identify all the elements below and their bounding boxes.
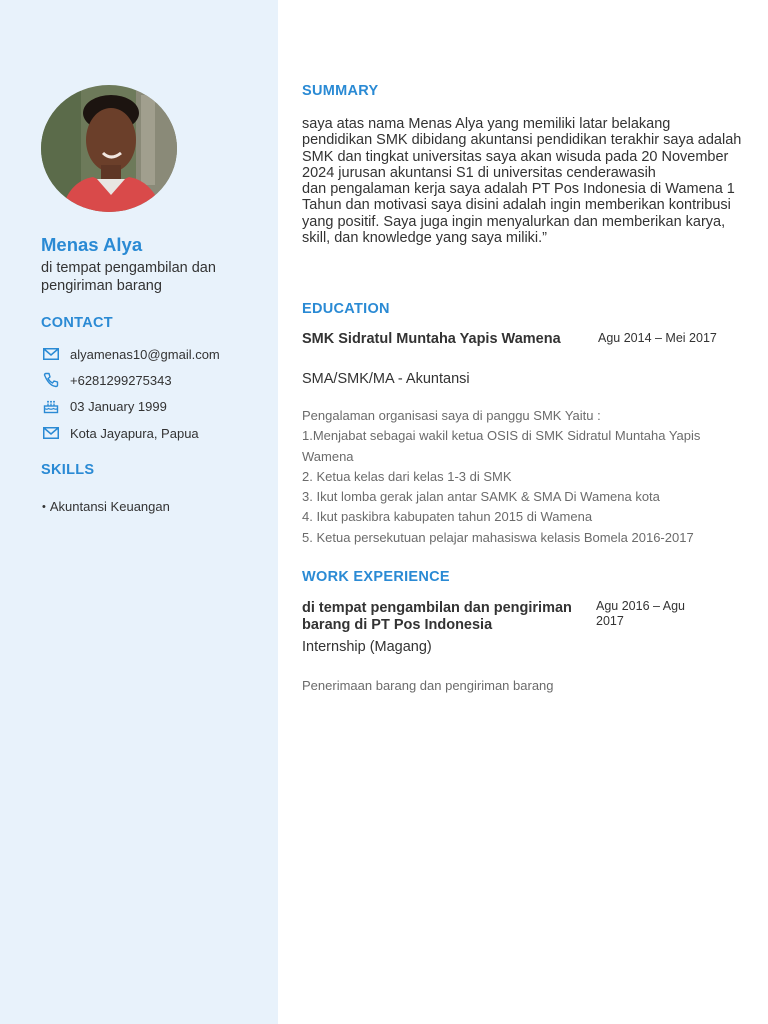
bullet-icon: • <box>42 501 46 513</box>
education-detail-line: 4. Ikut paskibra kabupaten tahun 2015 di Wamena <box>302 509 593 525</box>
contact-phone-text: +6281299275343 <box>70 372 172 388</box>
summary-paragraph: saya atas nama Menas Alya yang memiliki latar belakang pendidikan SMK dibidang akuntansi pendidikan terakhir saya adalah SMK dan tingkat universitas saya akan wisuda pada 20 November 2024 jurusan akuntansi S1 di universitas cenderawasih <box>302 116 742 181</box>
education-degree: SMA/SMK/MA - Akuntansi <box>302 371 470 387</box>
profile-photo <box>41 85 177 212</box>
contact-phone[interactable] <box>41 372 172 388</box>
skill-item <box>42 499 170 514</box>
main-content <box>278 0 768 1024</box>
phone-icon <box>41 372 61 388</box>
work-heading: WORK EXPERIENCE <box>302 569 450 585</box>
work-description: Penerimaan barang dan pengiriman barang <box>302 678 554 693</box>
contact-location-text: Kota Jayapura, Papua <box>70 425 199 441</box>
education-detail-line: 3. Ikut lomba gerak jalan antar SAMK & SMA Di Wamena kota <box>302 489 660 505</box>
skills-heading: SKILLS <box>41 462 95 478</box>
contact-email-text: alyamenas10@gmail.com <box>70 346 220 362</box>
summary-paragraph: dan pengalaman kerja saya adalah PT Pos Indonesia di Wamena 1 Tahun dan motivasi saya disini adalah ingin memberikan kontribusi yang positif. Saya juga ingin menyalurkan dan memberikan karya, skill, dan knowledge yang saya miliki.” <box>302 181 735 247</box>
work-title: di tempat pengambilan dan pengiriman barang di PT Pos Indonesia <box>302 600 572 633</box>
contact-location <box>41 425 199 441</box>
education-dates: Agu 2014 – Mei 2017 <box>598 331 717 345</box>
work-dates: Agu 2016 – Agu 2017 <box>596 599 685 628</box>
sidebar <box>0 0 278 1024</box>
contact-heading: CONTACT <box>41 315 113 331</box>
envelope-icon <box>41 425 61 441</box>
summary-heading: SUMMARY <box>302 83 379 99</box>
profile-tagline: di tempat pengambilan dan pengiriman barang <box>41 260 216 294</box>
cake-icon <box>41 398 61 414</box>
work-role: Internship (Magang) <box>302 639 432 655</box>
contact-birthdate-text: 03 January 1999 <box>70 398 167 414</box>
contact-email[interactable] <box>41 346 220 362</box>
contact-birthdate <box>41 398 167 414</box>
envelope-icon <box>41 346 61 362</box>
education-detail-line: 2. Ketua kelas dari kelas 1-3 di SMK <box>302 468 512 484</box>
education-detail-line: 5. Ketua persekutuan pelajar mahasiswa kelasis Bomela 2016-2017 <box>302 529 694 545</box>
education-school: SMK Sidratul Muntaha Yapis Wamena <box>302 331 561 347</box>
summary-text <box>302 116 742 246</box>
education-details <box>302 406 742 548</box>
education-detail-line: 1.Menjabat sebagai wakil ketua OSIS di SMK Sidratul Muntaha Yapis Wamena <box>302 428 701 464</box>
profile-name: Menas Alya <box>41 234 143 255</box>
education-heading: EDUCATION <box>302 301 390 317</box>
education-detail-line: Pengalaman organisasi saya di panggu SMK Yaitu : <box>302 408 601 423</box>
skill-label: Akuntansi Keuangan <box>49 499 170 514</box>
